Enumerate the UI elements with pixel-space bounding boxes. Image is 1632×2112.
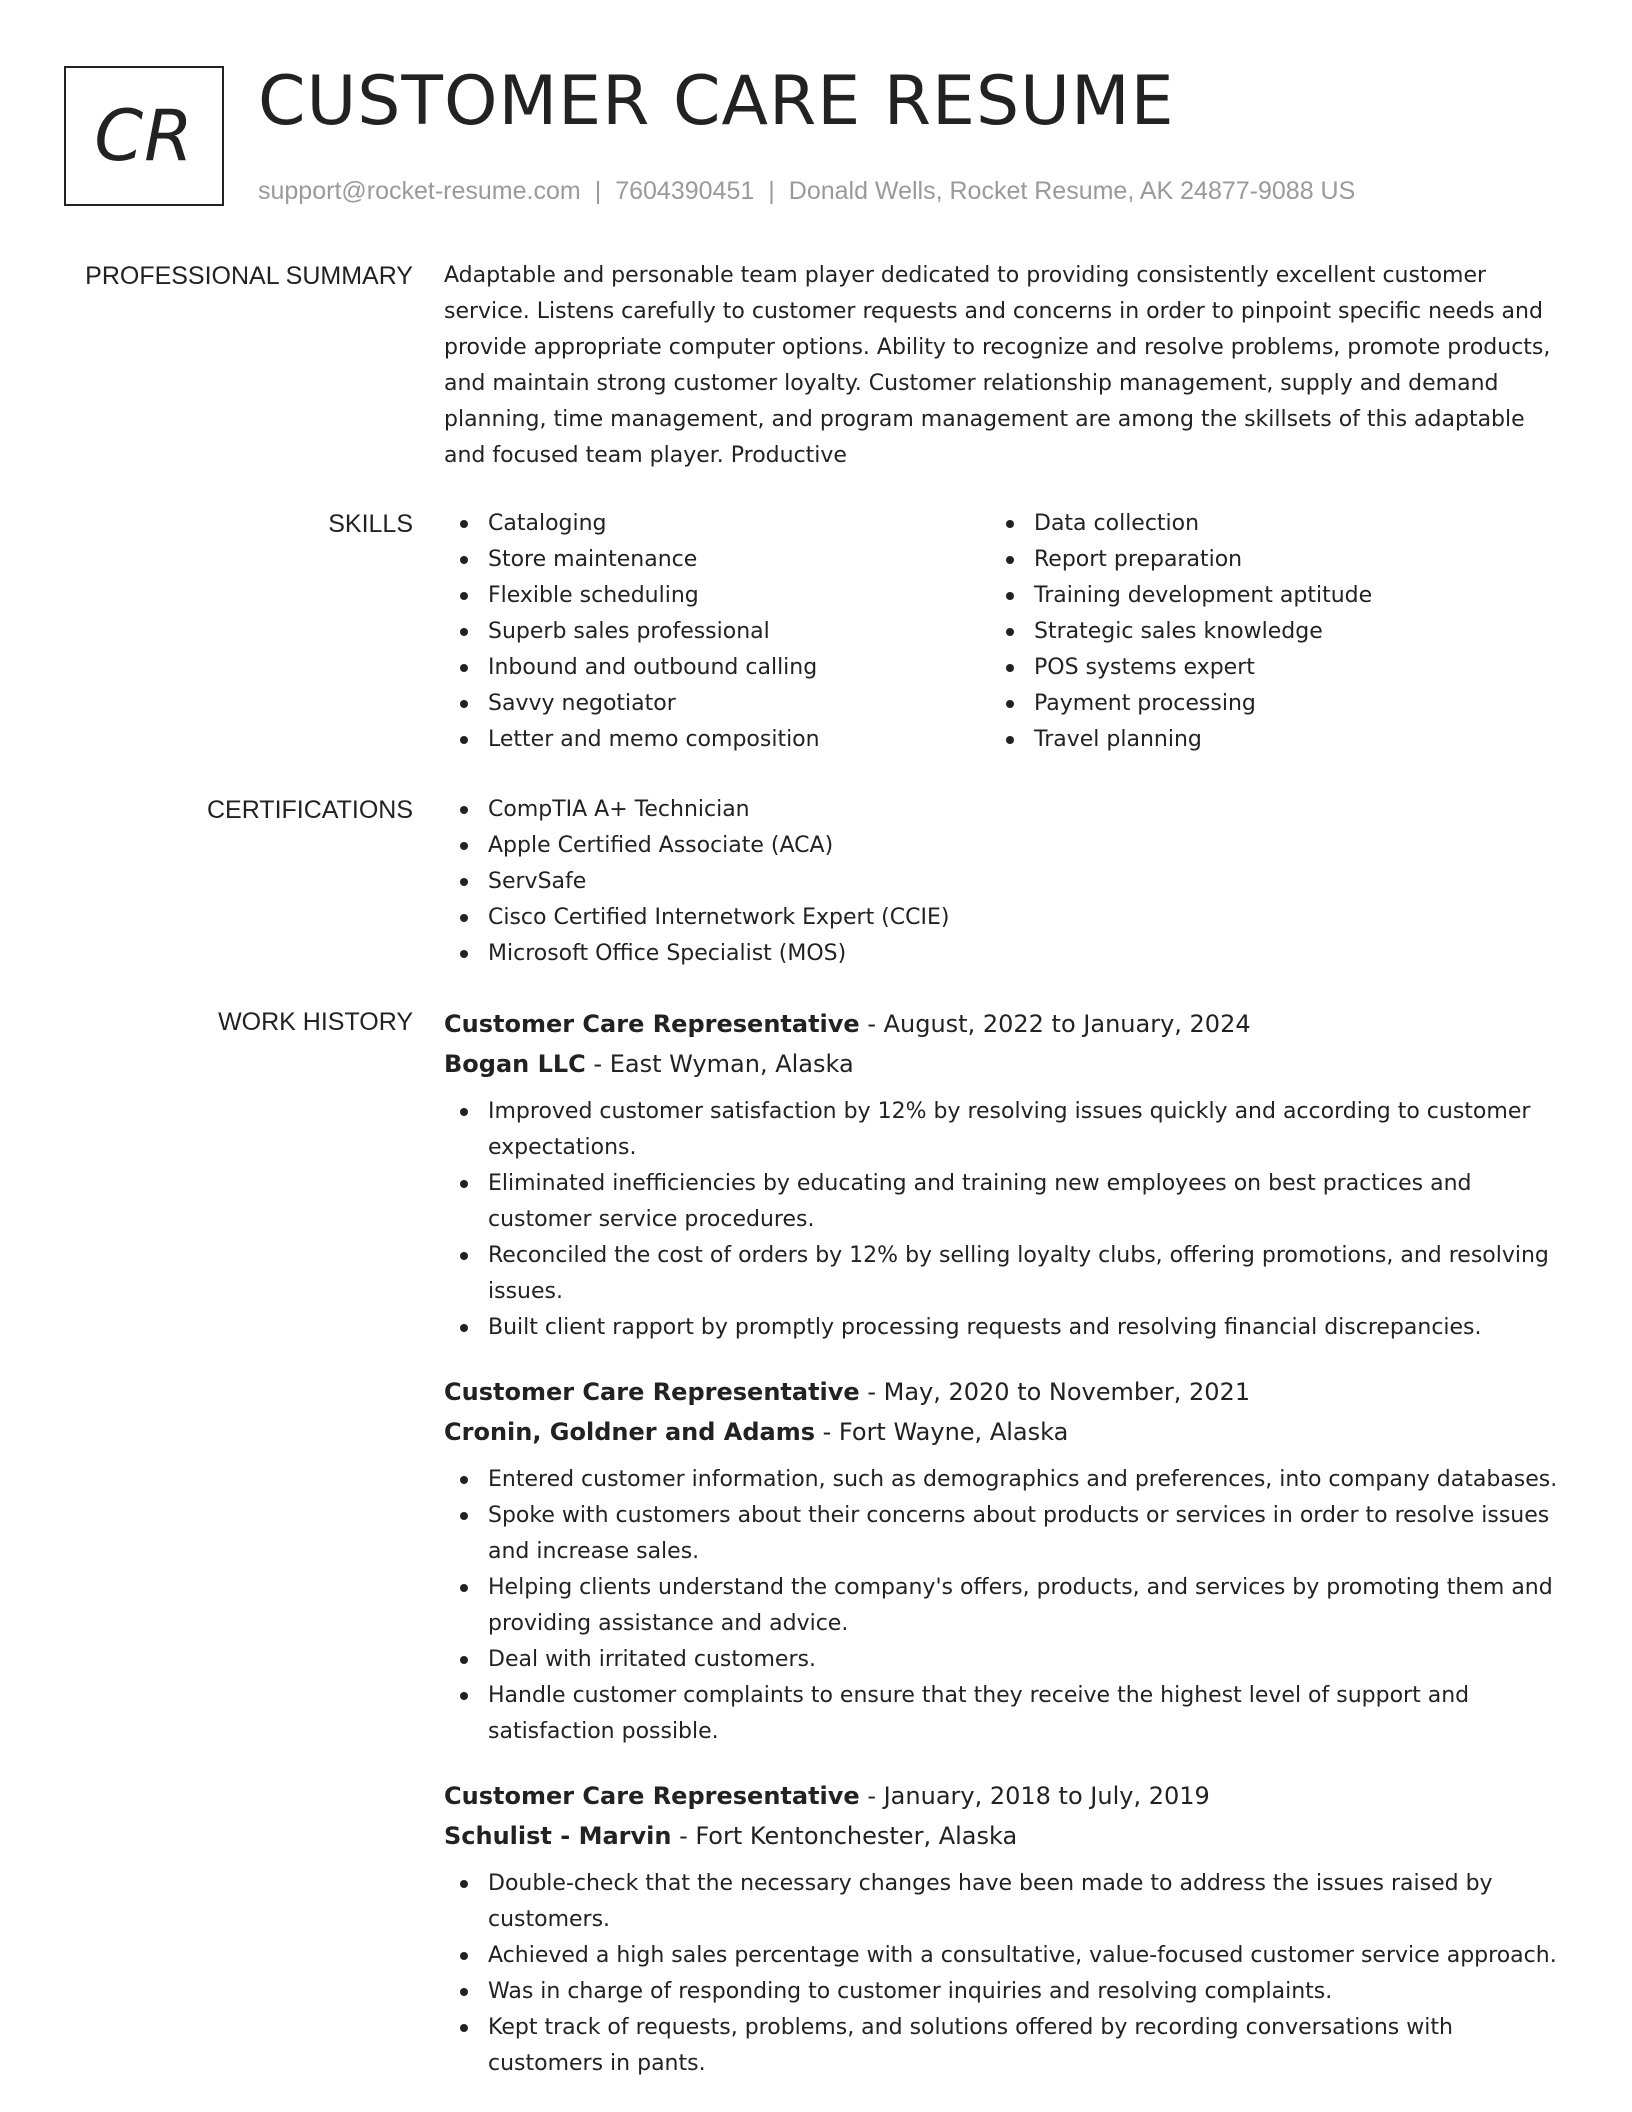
job-duty: Reconciled the cost of orders by 12% by selling loyalty clubs, offering promotions, and resolving issues. [444, 1238, 1564, 1310]
job-duties-list [444, 1866, 1564, 2082]
job-entry [444, 1004, 1564, 1346]
contact-address: Donald Wells, Rocket Resume, AK 24877-9088 US [788, 177, 1356, 205]
skills-list-left [444, 506, 990, 758]
contact-phone: 7604390451 [615, 177, 755, 205]
job-duty: Deal with irritated customers. [444, 1642, 1564, 1678]
job-duty: Entered customer information, such as demographics and preferences, into company databases. [444, 1462, 1564, 1498]
job-location: - Fort Wayne, Alaska [815, 1418, 1069, 1446]
certifications-body [444, 792, 1564, 972]
job-entry [444, 1372, 1564, 1750]
certification-item: Cisco Certified Internetwork Expert (CCIE) [444, 900, 1564, 936]
skill-item: POS systems expert [990, 650, 1536, 686]
job-duty: Handle customer complaints to ensure that they receive the highest level of support and satisfaction possible. [444, 1678, 1564, 1750]
contact-email: support@rocket-resume.com [258, 177, 581, 205]
summary-body [444, 258, 1564, 474]
job-company: Bogan LLC [444, 1050, 586, 1078]
skill-item: Training development aptitude [990, 578, 1536, 614]
skill-item: Store maintenance [444, 542, 990, 578]
skill-item: Travel planning [990, 722, 1536, 758]
job-duty: Kept track of requests, problems, and solutions offered by recording conversations with customers in pants. [444, 2010, 1564, 2082]
job-title-line [444, 1004, 1564, 1044]
job-title-line [444, 1776, 1564, 1816]
job-company-line [444, 1816, 1564, 1856]
certification-item: Apple Certified Associate (ACA) [444, 828, 1564, 864]
job-duty: Achieved a high sales percentage with a consultative, value-focused customer service approach. [444, 1938, 1564, 1974]
job-duty: Eliminated inefficiencies by educating and training new employees on best practices and customer service procedures. [444, 1166, 1564, 1238]
summary-heading: PROFESSIONAL SUMMARY [85, 262, 413, 290]
job-dates: - August, 2022 to January, 2024 [859, 1010, 1251, 1038]
resume-title: CUSTOMER CARE RESUME [258, 62, 1175, 141]
skill-item: Payment processing [990, 686, 1536, 722]
skill-item: Cataloging [444, 506, 990, 542]
monogram-box [64, 66, 224, 206]
job-dates: - January, 2018 to July, 2019 [859, 1782, 1210, 1810]
skill-item: Savvy negotiator [444, 686, 990, 722]
monogram-initials: CR [94, 95, 194, 177]
certifications-heading: CERTIFICATIONS [206, 796, 413, 824]
job-duty: Spoke with customers about their concerns about products or services in order to resolve issues and increase sales. [444, 1498, 1564, 1570]
job-duties-list [444, 1094, 1564, 1346]
certification-item: CompTIA A+ Technician [444, 792, 1564, 828]
certification-item: Microsoft Office Specialist (MOS) [444, 936, 1564, 972]
job-company-line [444, 1412, 1564, 1452]
job-duty: Built client rapport by promptly processing requests and resolving financial discrepancies. [444, 1310, 1564, 1346]
skill-item: Superb sales professional [444, 614, 990, 650]
job-duty: Was in charge of responding to customer inquiries and resolving complaints. [444, 1974, 1564, 2010]
skill-item: Letter and memo composition [444, 722, 990, 758]
skill-item: Flexible scheduling [444, 578, 990, 614]
skill-item: Report preparation [990, 542, 1536, 578]
job-duty: Helping clients understand the company's offers, products, and services by promoting them and providing assistance and advice. [444, 1570, 1564, 1642]
contact-separator: | [594, 177, 602, 205]
job-company-line [444, 1044, 1564, 1084]
job-duty: Improved customer satisfaction by 12% by resolving issues quickly and according to customer expectations. [444, 1094, 1564, 1166]
work-history-body [444, 1004, 1564, 2082]
job-title: Customer Care Representative [444, 1782, 860, 1810]
skill-item: Inbound and outbound calling [444, 650, 990, 686]
skills-grid [444, 506, 1564, 758]
job-title: Customer Care Representative [444, 1010, 860, 1038]
skills-body [444, 506, 1564, 758]
skill-item: Data collection [990, 506, 1536, 542]
job-title-line [444, 1372, 1564, 1412]
job-location: - East Wyman, Alaska [585, 1050, 854, 1078]
job-entry [444, 1776, 1564, 2082]
skills-heading: SKILLS [328, 510, 413, 538]
job-dates: - May, 2020 to November, 2021 [859, 1378, 1251, 1406]
job-title: Customer Care Representative [444, 1378, 860, 1406]
summary-text: Adaptable and personable team player dedicated to providing consistently excellent customer service. Listens carefully to customer requests and concerns in order to pinpoint specific needs and provide appropriate computer options. Ability to recognize and resolve problems, promote products, and maintain strong customer loyalty. Customer relationship management, supply and demand planning, time management, and program management are among the skillsets of this adaptable and focused team player. Productive [444, 263, 1551, 468]
contact-separator: | [768, 177, 775, 205]
certifications-list [444, 792, 1564, 972]
job-company: Schulist - Marvin [444, 1822, 672, 1850]
job-duties-list [444, 1462, 1564, 1750]
job-location: - Fort Kentonchester, Alaska [671, 1822, 1018, 1850]
work-history-heading: WORK HISTORY [218, 1008, 413, 1036]
job-company: Cronin, Goldner and Adams [444, 1418, 816, 1446]
skill-item: Strategic sales knowledge [990, 614, 1536, 650]
contact-line [258, 174, 1355, 208]
skills-list-right [990, 506, 1536, 758]
job-duty: Double-check that the necessary changes have been made to address the issues raised by customers. [444, 1866, 1564, 1938]
certification-item: ServSafe [444, 864, 1564, 900]
